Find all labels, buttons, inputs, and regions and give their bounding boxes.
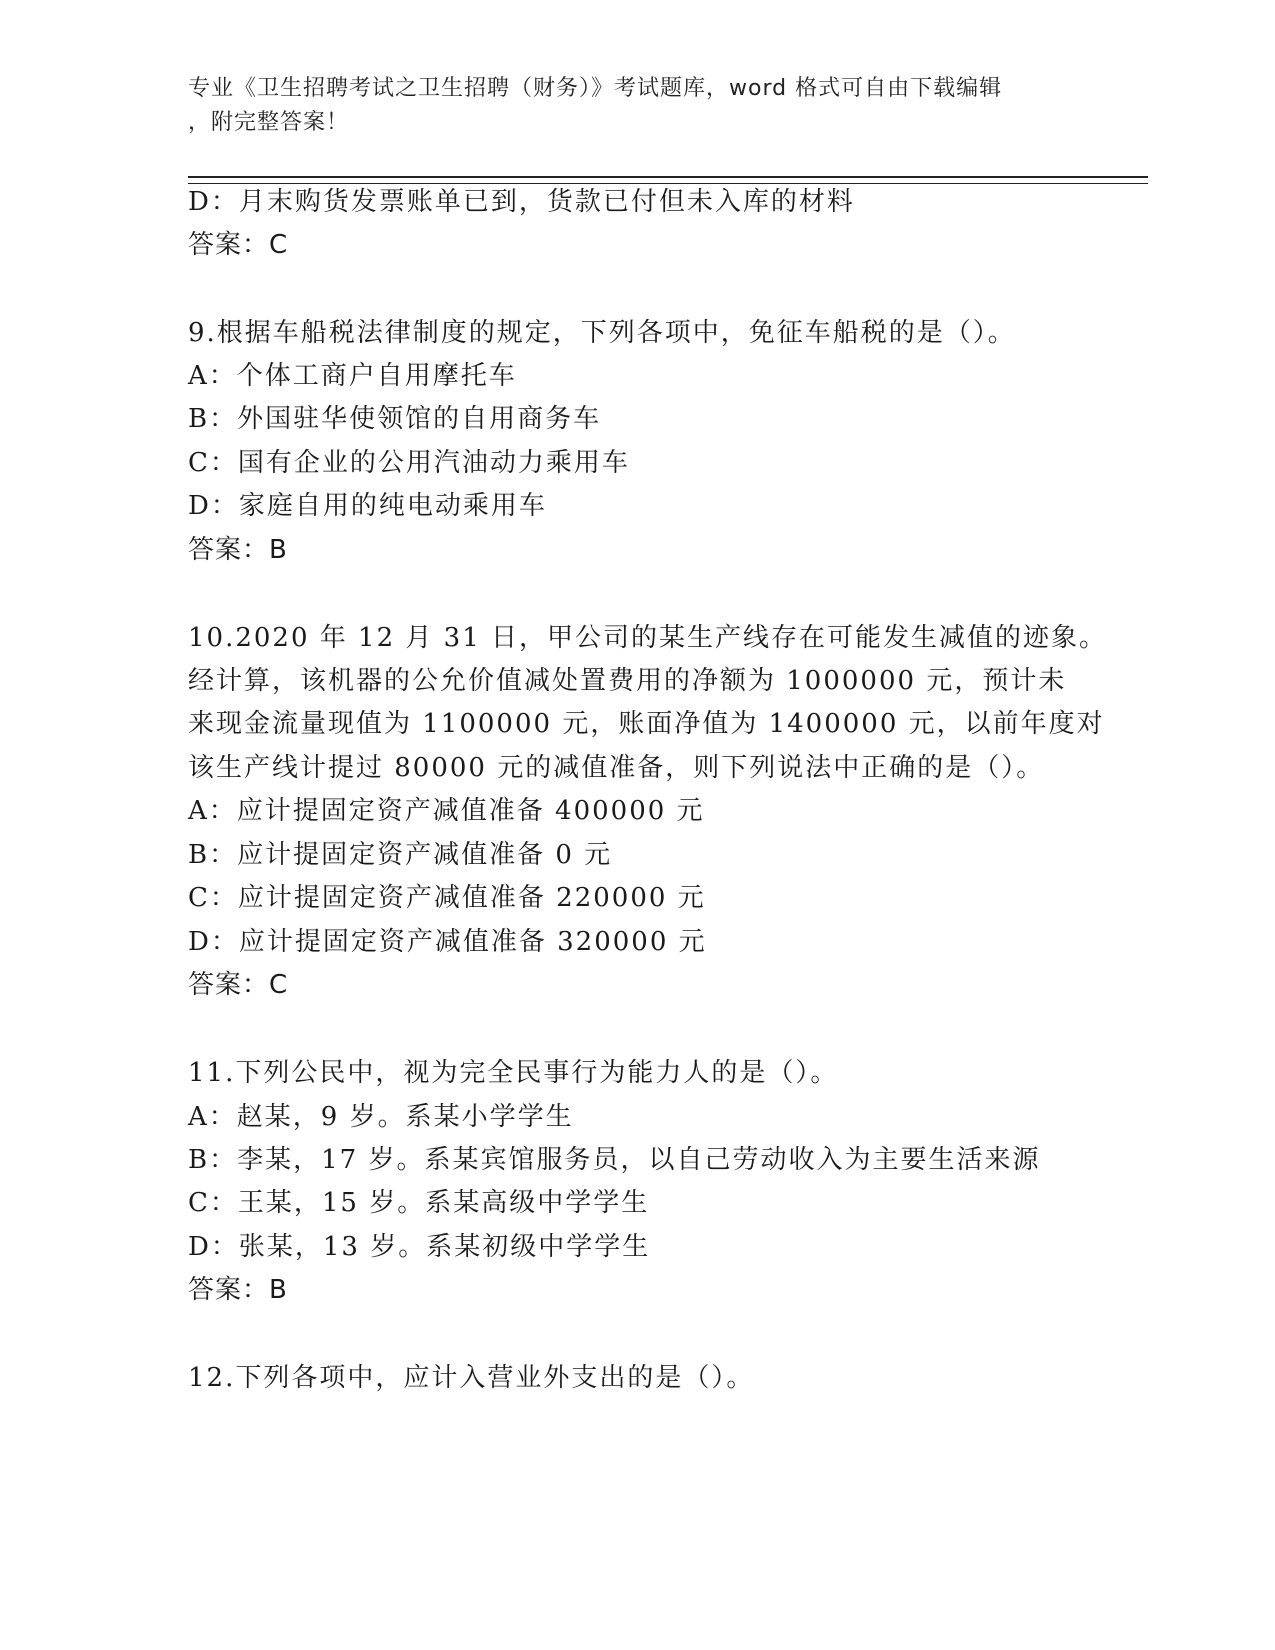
question-11-option-d: D：张某，13 岁。系某初级中学学生 — [188, 1232, 651, 1262]
question-10-answer: 答案：C — [188, 970, 289, 1000]
question-10-option-d: D：应计提固定资产减值准备 320000 元 — [188, 927, 707, 957]
header-rule-thin — [188, 183, 1148, 184]
question-9-stem: 9.根据车船税法律制度的规定，下列各项中，免征车船税的是（）。 — [188, 318, 1016, 348]
header-line-1: 专业《卫生招聘考试之卫生招聘（财务）》考试题库，word 格式可自由下载编辑 — [188, 76, 1003, 101]
question-10-option-c: C：应计提固定资产减值准备 220000 元 — [188, 883, 706, 913]
document-header — [188, 72, 1068, 140]
prev-question-answer: 答案：C — [188, 230, 289, 260]
question-10-stem-line-1: 10.2020 年 12 月 31 日，甲公司的某生产线存在可能发生减值的迹象。 — [188, 623, 1108, 653]
question-9-option-b: B：外国驻华使领馆的自用商务车 — [188, 404, 602, 434]
question-11-option-b: B：李某，17 岁。系某宾馆服务员，以自己劳动收入为主要生活来源 — [188, 1145, 1041, 1175]
question-10-stem-line-2: 经计算，该机器的公允价值减处置费用的净额为 1000000 元，预计未 — [188, 666, 1067, 696]
question-10-option-a: A：应计提固定资产减值准备 400000 元 — [188, 796, 705, 826]
question-10-stem-line-4: 该生产线计提过 80000 元的减值准备，则下列说法中正确的是（）。 — [188, 753, 1045, 783]
question-11-stem: 11.下列公民中，视为完全民事行为能力人的是（）。 — [188, 1058, 839, 1088]
question-11-option-c: C：王某，15 岁。系某高级中学学生 — [188, 1188, 650, 1218]
question-11-answer: 答案：B — [188, 1275, 288, 1305]
question-9-answer: 答案：B — [188, 535, 288, 565]
header-rule-thick — [188, 176, 1148, 178]
question-9-option-d: D：家庭自用的纯电动乘用车 — [188, 491, 547, 521]
question-9-option-a: A：个体工商户自用摩托车 — [188, 361, 517, 391]
question-9-option-c: C：国有企业的公用汽油动力乘用车 — [188, 448, 630, 478]
prev-question-option-d: D：月末购货发票账单已到，货款已付但未入库的材料 — [188, 187, 855, 217]
question-10-option-b: B：应计提固定资产减值准备 0 元 — [188, 840, 613, 870]
question-11-option-a: A：赵某，9 岁。系某小学学生 — [188, 1102, 574, 1132]
question-12-stem: 12.下列各项中，应计入营业外支出的是（）。 — [188, 1363, 755, 1393]
header-line-2: ，附完整答案！ — [188, 110, 350, 135]
question-10-stem-line-3: 来现金流量现值为 1100000 元，账面净值为 1400000 元，以前年度对 — [188, 709, 1105, 739]
